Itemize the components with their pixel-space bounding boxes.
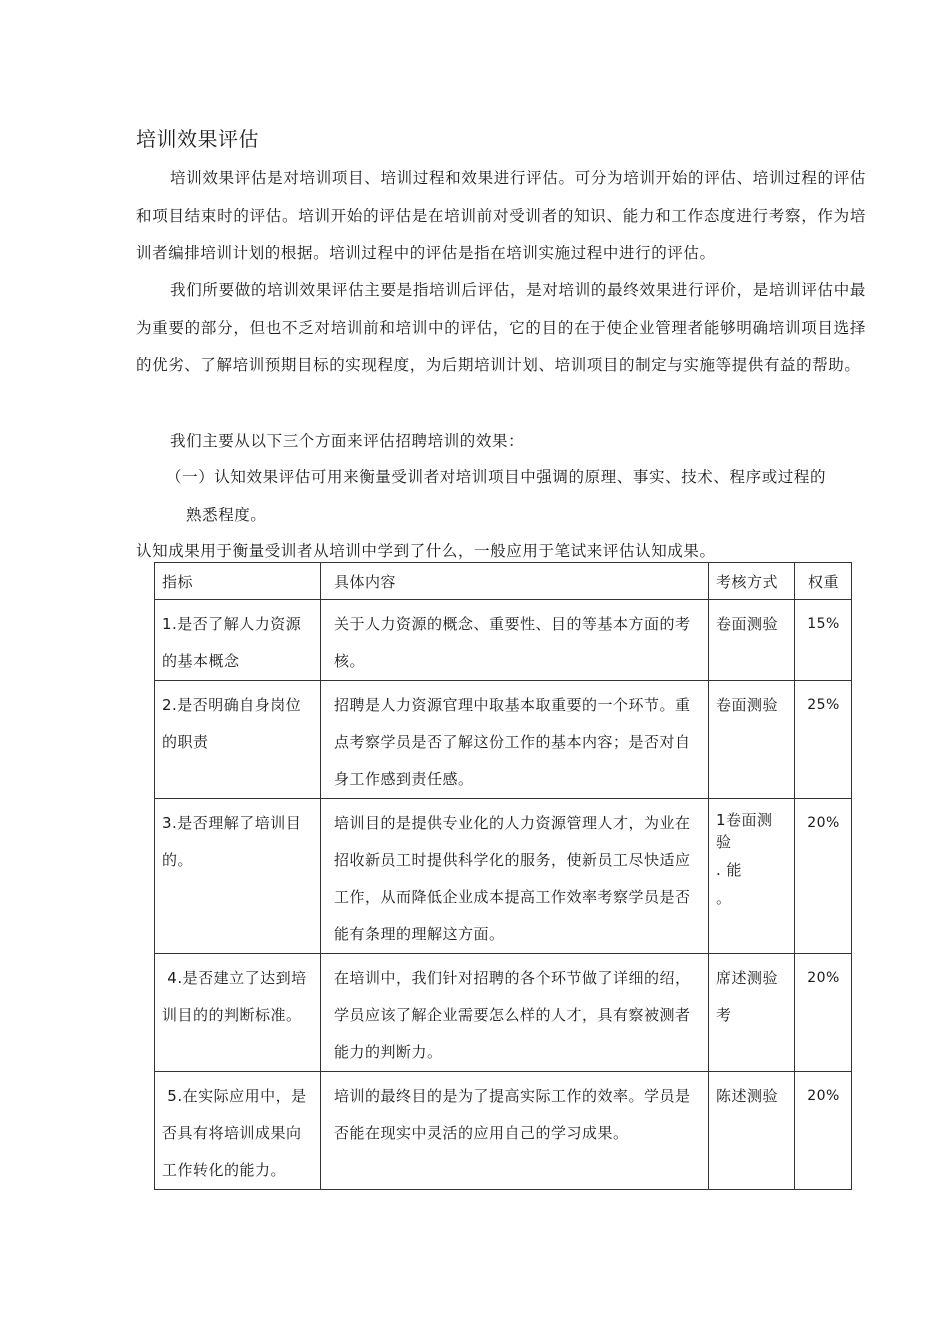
cell-weight: 20% bbox=[795, 1072, 852, 1190]
cell-indicator: 3.是否理解了培训目的。 bbox=[155, 799, 321, 954]
cell-method: 席述测验考 bbox=[709, 954, 795, 1072]
table-row bbox=[155, 799, 852, 954]
method-line-1: 1卷面测验 bbox=[716, 811, 773, 851]
cell-method: 陈述测验 bbox=[709, 1072, 795, 1190]
header-weight: 权重 bbox=[795, 563, 852, 600]
paragraph-aspects: 我们主要从以下三个方面来评估招聘培训的效果： bbox=[170, 432, 525, 450]
table-header-row bbox=[155, 563, 852, 600]
cell-weight: 20% bbox=[795, 954, 852, 1072]
table-row bbox=[155, 1072, 852, 1190]
cell-indicator: 1.是否了解人力资源的基本概念 bbox=[155, 600, 321, 681]
table-row bbox=[155, 681, 852, 799]
table-row bbox=[155, 600, 852, 681]
table-row bbox=[155, 954, 852, 1072]
cell-content: 关于人力资源的概念、重要性、目的等基本方面的考核。 bbox=[321, 600, 709, 681]
cell-weight: 25% bbox=[795, 681, 852, 799]
cell-indicator: 5.在实际应用中，是否具有将培训成果向工作转化的能力。 bbox=[155, 1072, 321, 1190]
table-intro: 认知成果用于衡量受训者从培训中学到了什么，一般应用于笔试来评估认知成果。 bbox=[136, 542, 716, 560]
cell-method: 卷面测验 bbox=[709, 600, 795, 681]
cell-content: 招聘是人力资源官理中取基本取重要的一个环节。重点考察学员是否了解这份工作的基本内容；是否对自身工作感到责任感。 bbox=[321, 681, 709, 799]
method-line-3: 。 bbox=[716, 889, 732, 907]
cell-content: 培训的最终目的是为了提高实际工作的效率。学员是否能在现实中灵活的应用自己的学习成果。 bbox=[321, 1072, 709, 1190]
header-method: 考核方式 bbox=[709, 563, 795, 600]
evaluation-table bbox=[154, 562, 852, 1190]
cell-method: 卷面测验 bbox=[709, 681, 795, 799]
cell-indicator: 4.是否建立了达到培训目的的判断标准。 bbox=[155, 954, 321, 1072]
cell-weight: 20% bbox=[795, 799, 852, 954]
list-item-continuation: 熟悉程度。 bbox=[186, 505, 267, 524]
list-item-cognitive bbox=[166, 459, 866, 534]
document-title: 培训效果评估 bbox=[136, 127, 259, 151]
header-indicator: 指标 bbox=[155, 563, 321, 600]
list-item-first-line: （一）认知效果评估可用来衡量受训者对培训项目中强调的原理、事实、技术、程序或过程的 bbox=[166, 468, 827, 486]
cell-method bbox=[709, 799, 795, 954]
paragraph-purpose: 我们所要做的培训效果评估主要是指培训后评估，是对培训的最终效果进行评价，是培训评估中最为重要的部分，但也不乏对培训前和培训中的评估，它的目的在于使企业管理者能够明确培训项目选择的优劣、了解培训预期目标的实现程度，为后期培训计划、培训项目的制定与实施等提供有益的帮助。 bbox=[136, 281, 866, 374]
cell-content: 培训目的是提供专业化的人力资源管理人才，为业在招收新员工时提供科学化的服务，使新员工尽快适应工作，从而降低企业成本提高工作效率考察学员是否能有条理的理解这方面。 bbox=[321, 799, 709, 954]
paragraph-definition: 培训效果评估是对培训项目、培训过程和效果进行评估。可分为培训开始的评估、培训过程的评估和项目结束时的评估。培训开始的评估是在培训前对受训者的知识、能力和工作态度进行考察，作为培训者编排培训计划的根据。培训过程中的评估是指在培训实施过程中进行的评估。 bbox=[136, 169, 866, 262]
cell-indicator: 2.是否明确自身岗位的职责 bbox=[155, 681, 321, 799]
header-content: 具体内容 bbox=[321, 563, 709, 600]
cell-weight: 15% bbox=[795, 600, 852, 681]
method-line-2: . 能 bbox=[716, 861, 743, 879]
cell-content: 在培训中，我们针对招聘的各个环节做了详细的绍，学员应该了解企业需要怎么样的人才，具有察被测者能力的判断力。 bbox=[321, 954, 709, 1072]
